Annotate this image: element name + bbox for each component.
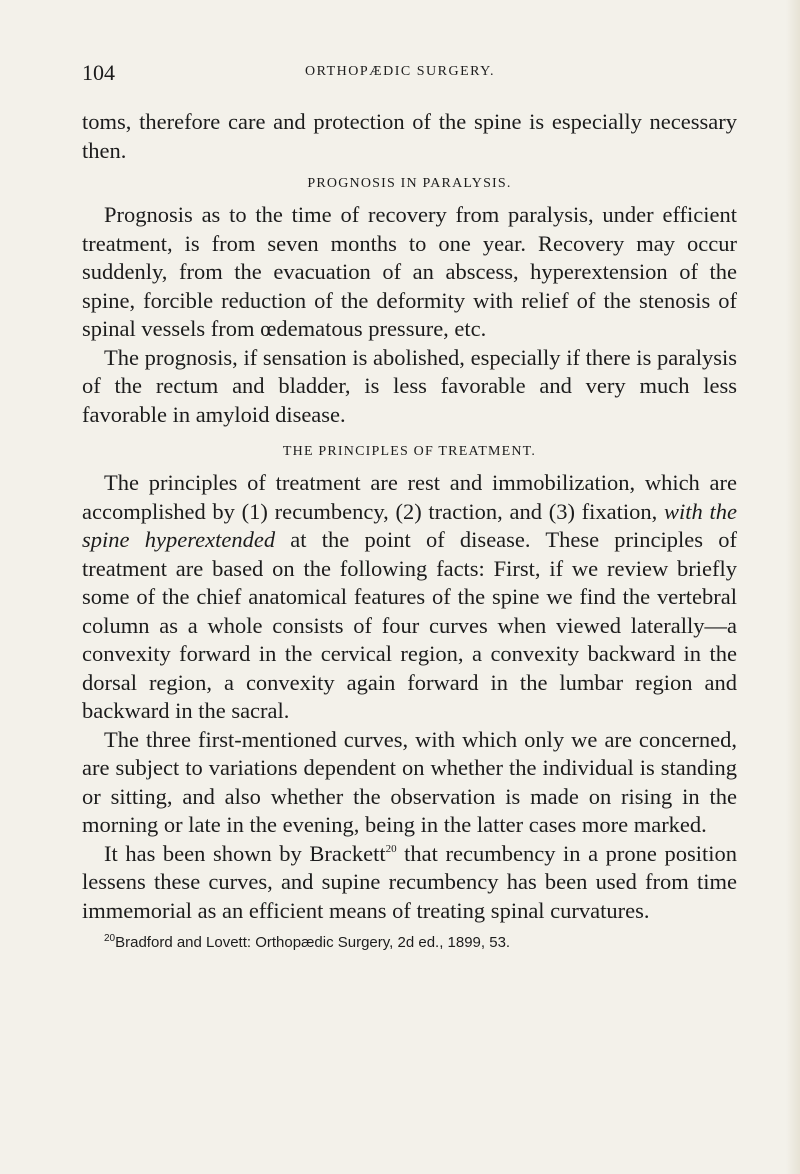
section-heading-treatment: THE PRINCIPLES OF TREATMENT. [282,444,537,459]
prognosis-paragraph-2: The prognosis, if sensation is abolished, especially if there is paralysis of the rectum and bladder, is less favorable and very much less favorable in amyloid disease. [82,344,737,427]
page-body [82,108,737,953]
footnote-marker: 20 [104,933,116,944]
running-head [82,60,718,90]
page-edge-shadow [786,0,800,1174]
treatment-paragraph-2: The three first-mentioned curves, with which only we are concerned, are subject to variations dependent on whether the individual is standing or sitting, and also whether the observation is made on rising in the morning or late in the evening, being in the latter cases more marked. [82,726,737,837]
running-title: ORTHOPÆDIC SURGERY. [305,64,495,79]
treatment-paragraph-3-text-a: It has been shown by Brackett [104,840,386,866]
page-number: 104 [82,60,115,85]
treatment-paragraph-1-text-b: at the point of disease. These principles of treatment are based on the following facts: First, if we review briefly some of the chief anatomical features of the spine we find the vertebral column as a whole consists of four curves when viewed laterally—a convexity forward in the cervical region, a convexity backward in the dorsal region, a convexity again forward in the lumbar region and backward in the sacral. [82,527,738,723]
continuation-paragraph: toms, therefore care and protection of the spine is especially necessary then. [82,109,737,163]
footnote [82,933,737,953]
section-heading-prognosis: PROGNOSIS IN PARALYSIS. [307,176,512,191]
treatment-paragraph-1-text-a: The principles of treatment are rest and immobilization, which are accomplished by (1) recumbency, (2) traction, and (3) fixation, [82,470,737,524]
footnote-reference[interactable]: 20 [385,842,397,855]
treatment-paragraph-1 [82,469,737,726]
treatment-paragraph-3-text-b: that recumbency in a prone position lessens these curves, and supine recumbency has been used from time immemorial as an efficient means of treating spinal curvatures. [82,840,737,923]
footnote-text: Bradford and Lovett: Orthopædic Surgery, 2d ed., 1899, 53. [115,934,511,951]
treatment-paragraph-3 [82,840,737,926]
prognosis-paragraph-1: Prognosis as to the time of recovery from paralysis, under efficient treatment, is from seven months to one year. Recovery may occur suddenly, from the evacuation of an abscess, hyperextension of the spine, forcible reduction of the deformity with relief of the stenosis of spinal vessels from œdematous pressure, etc. [82,202,737,341]
treatment-paragraph-1-italic: with the spine hyperextended [82,498,737,552]
